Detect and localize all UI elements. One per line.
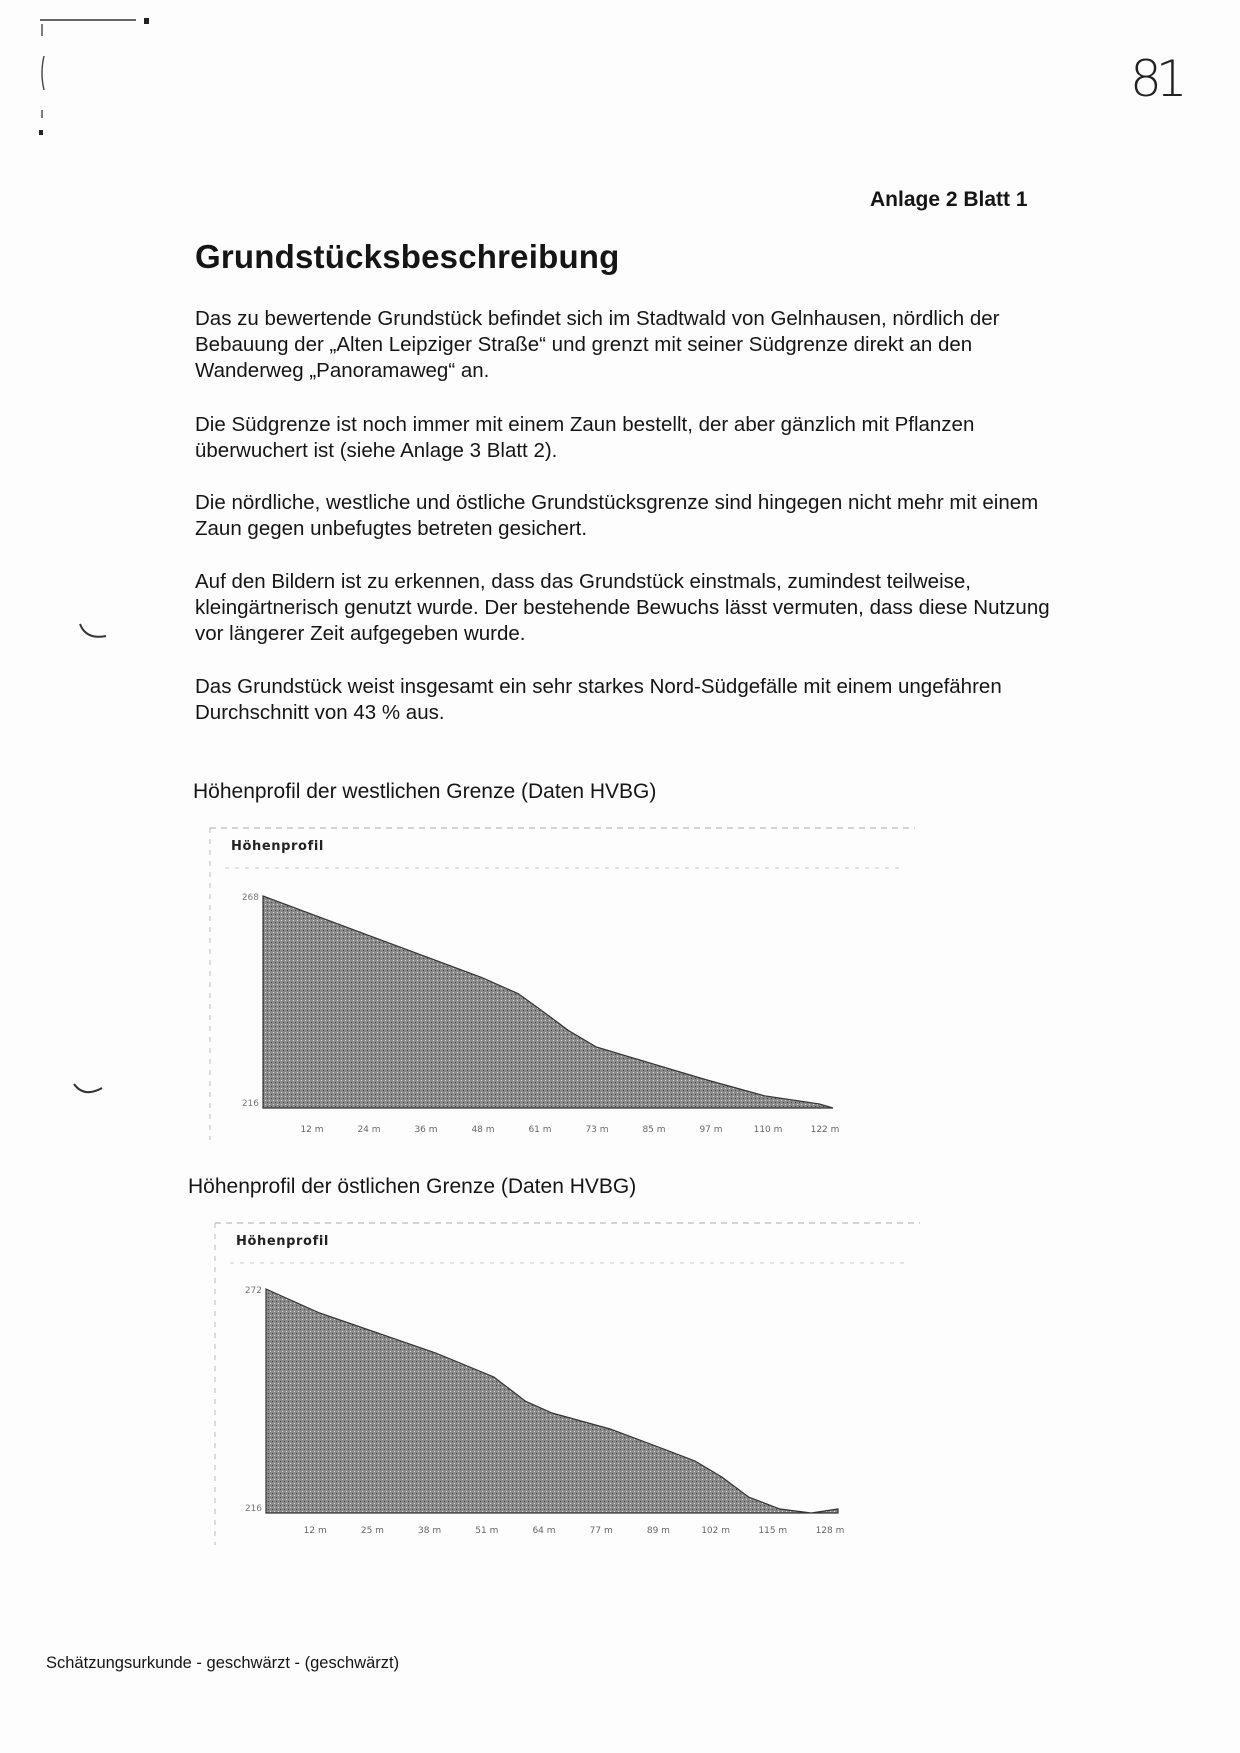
paragraph-location: Das zu bewertende Grundstück befindet sich im Stadtwald von Gelnhausen, nördlich der Bebauung der „Alten Leipziger Straße“ und grenzt mit seiner Südgrenze direkt an den Wanderweg „Panoramaweg“ an.: [195, 307, 1000, 382]
east-elevation-chart: [210, 1215, 930, 1545]
page-number: 81: [1130, 50, 1182, 108]
east-profile-caption: Höhenprofil der östlichen Grenze (Daten HVBG): [188, 1175, 637, 1198]
x-tick-label: 24 m: [357, 1125, 381, 1135]
x-tick-label: 102 m: [701, 1526, 731, 1536]
x-tick-label: 12 m: [300, 1125, 324, 1135]
page-title: Grundstücksbeschreibung: [195, 238, 620, 275]
x-tick-label: 36 m: [414, 1125, 438, 1135]
x-tick-label: 38 m: [418, 1526, 442, 1536]
y-tick-label-max: 268: [241, 893, 259, 903]
x-tick-label: 97 m: [699, 1125, 723, 1135]
x-tick-label: 128 m: [815, 1526, 845, 1536]
x-tick-label: 25 m: [360, 1526, 384, 1536]
elevation-area: [266, 1289, 838, 1513]
y-tick-label-min: 216: [244, 1504, 262, 1514]
corner-scribble-marks: [38, 18, 158, 148]
y-tick-label-max: 272: [244, 1286, 262, 1296]
x-tick-label: 51 m: [475, 1526, 499, 1536]
elevation-area: [263, 896, 833, 1108]
paragraph-usage: Auf den Bildern ist zu erkennen, dass das Grundstück einstmals, zumindest teilweise, kleingärtnerisch genutzt wurde. Der bestehende Bewuchs lässt vermuten, dass diese Nutzung vor längerer Zeit aufgegeben wurde.: [195, 570, 1050, 645]
x-tick-label: 89 m: [646, 1526, 670, 1536]
paragraph-slope: Das Grundstück weist insgesamt ein sehr starkes Nord-Südgefälle mit einem ungefähren Durchschnitt von 43 % aus.: [195, 675, 1002, 724]
footer-note: Schätzungsurkunde - geschwärzt - (geschwärzt): [46, 1654, 400, 1672]
x-tick-label: 12 m: [303, 1526, 327, 1536]
chart-title: Höhenprofil: [231, 839, 324, 854]
x-tick-label: 48 m: [471, 1125, 495, 1135]
y-tick-label-min: 216: [241, 1099, 259, 1109]
margin-hook-mark: [70, 1080, 110, 1106]
x-tick-label: 61 m: [528, 1125, 552, 1135]
x-tick-label: 85 m: [642, 1125, 666, 1135]
chart-title: Höhenprofil: [236, 1234, 329, 1249]
x-tick-label: 64 m: [532, 1526, 556, 1536]
x-tick-label: 110 m: [753, 1125, 783, 1135]
x-tick-label: 115 m: [758, 1526, 788, 1536]
west-elevation-chart: [205, 820, 925, 1140]
x-tick-label: 73 m: [585, 1125, 609, 1135]
sheet-reference: Anlage 2 Blatt 1: [870, 188, 1028, 211]
x-tick-label: 77 m: [589, 1526, 613, 1536]
margin-hook-mark: [76, 620, 116, 646]
paragraph-south-border: Die Südgrenze ist noch immer mit einem Zaun bestellt, der aber gänzlich mit Pflanzen überwuchert ist (siehe Anlage 3 Blatt 2).: [195, 413, 975, 462]
paragraph-other-borders: Die nördliche, westliche und östliche Grundstücksgrenze sind hingegen nicht mehr mit einem Zaun gegen unbefugtes betreten gesichert.: [195, 491, 1039, 540]
x-tick-label: 122 m: [810, 1125, 840, 1135]
west-profile-caption: Höhenprofil der westlichen Grenze (Daten HVBG): [193, 780, 657, 803]
